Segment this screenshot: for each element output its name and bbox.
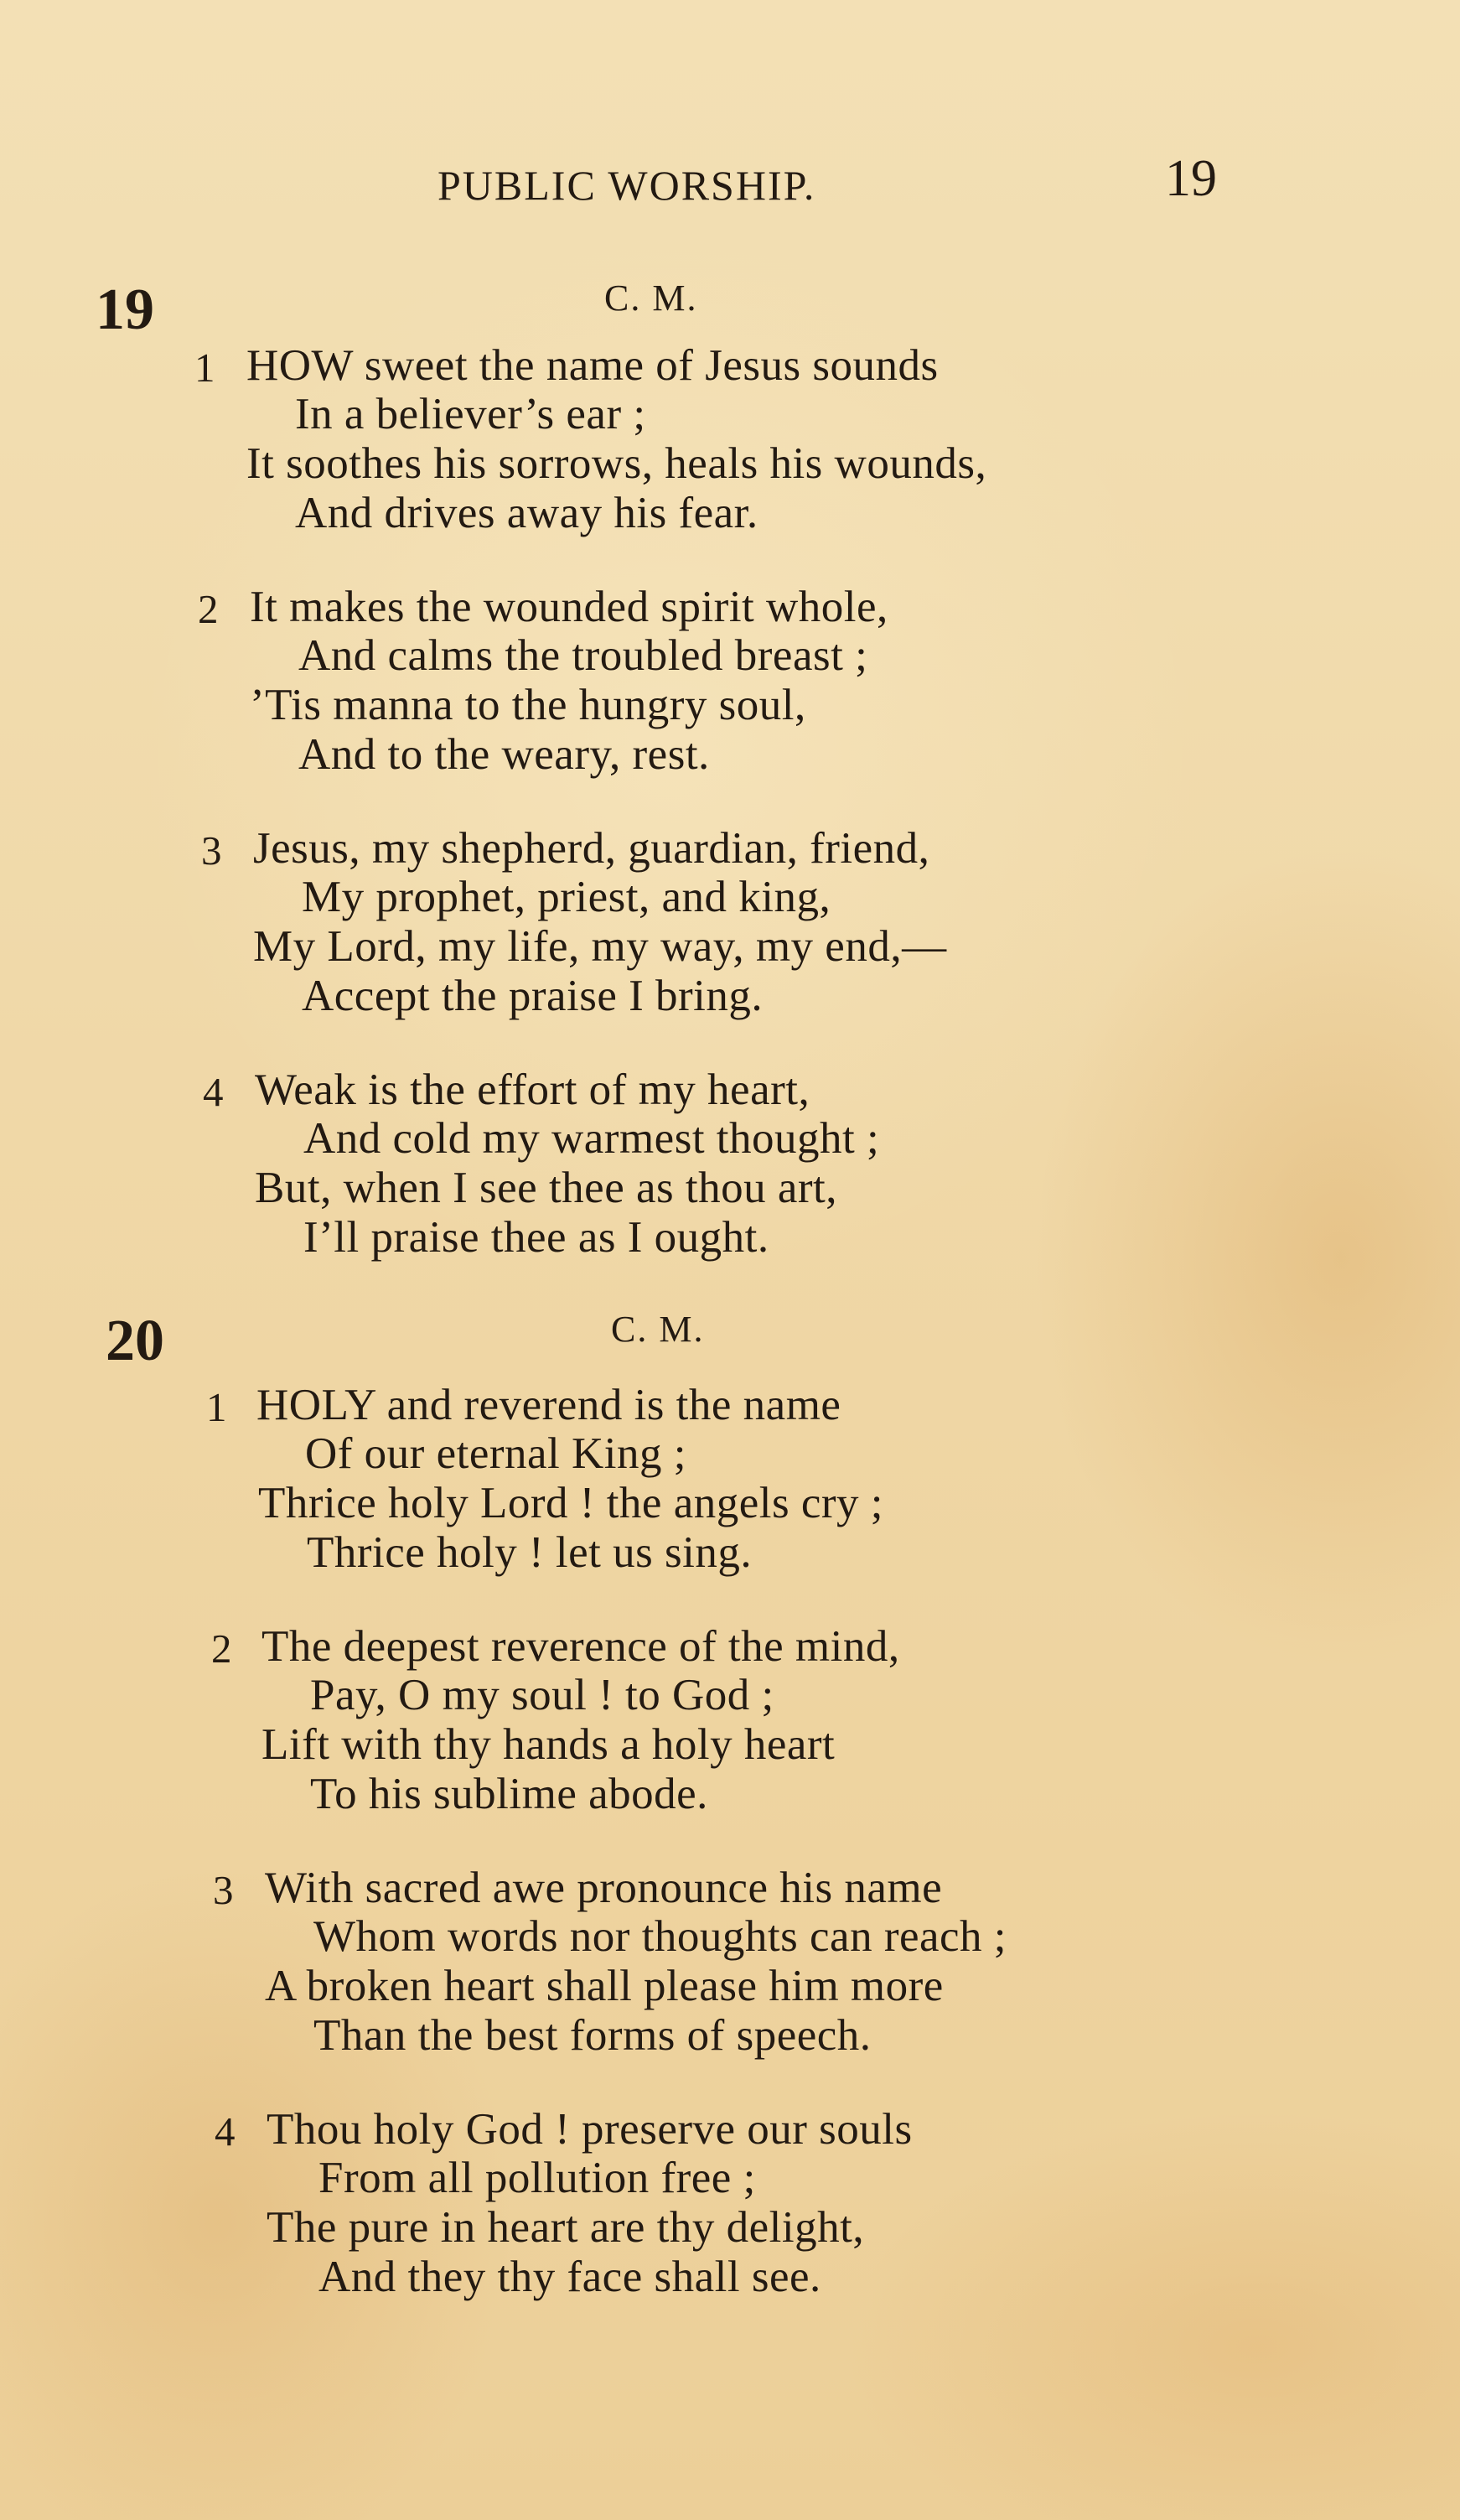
verse-number: 2: [211, 1626, 232, 1672]
verse-line: The pure in heart are thy delight,: [267, 2203, 865, 2252]
verse-number: 2: [198, 586, 219, 632]
verse-line: Than the best forms of speech.: [313, 2011, 872, 2060]
verse-line: And to the weary, rest.: [298, 730, 710, 779]
verse-line: Whom words nor thoughts can reach ;: [313, 1912, 1007, 1961]
page-number: 19: [1165, 150, 1217, 207]
verse-line: To his sublime abode.: [310, 1770, 708, 1818]
verse-line: I’ll praise thee as I ought.: [303, 1213, 769, 1262]
verse-number: 3: [213, 1867, 234, 1913]
verse-number: 4: [203, 1069, 224, 1115]
verse-line: In a believer’s ear ;: [295, 390, 646, 438]
verse-number: 1: [206, 1384, 227, 1430]
verse-line: HOW sweet the name of Jesus sounds: [246, 341, 939, 390]
verse-line: It soothes his sorrows, heals his wounds,: [246, 439, 987, 488]
page-header: [0, 150, 1460, 216]
verse-line: Jesus, my shepherd, guardian, friend,: [253, 824, 930, 873]
verse-line: From all pollution free ;: [318, 2154, 756, 2202]
verse-line: HOLY and reverend is the name: [256, 1381, 841, 1429]
verse-line: The deepest reverence of the mind,: [261, 1622, 900, 1671]
verse-number: 4: [215, 2108, 236, 2154]
verse-line: My Lord, my life, my way, my end,—: [253, 922, 947, 971]
verse-line: Thou holy God ! preserve our souls: [267, 2105, 913, 2154]
verse-number: 1: [194, 345, 215, 391]
verse-line: Lift with thy hands a holy heart: [261, 1720, 836, 1769]
verse-line: Thrice holy Lord ! the angels cry ;: [258, 1479, 883, 1527]
verse-number: 3: [201, 827, 222, 874]
verse-line: And they thy face shall see.: [318, 2253, 821, 2301]
verse-line: Pay, O my soul ! to God ;: [310, 1671, 774, 1719]
verse-line: A broken heart shall please him more: [265, 1962, 944, 2010]
verse-line: And drives away his fear.: [295, 489, 758, 537]
verse-line: With sacred awe pronounce his name: [265, 1864, 943, 1912]
verse-line: Weak is the effort of my heart,: [255, 1066, 810, 1114]
verse-line: But, when I see thee as thou art,: [255, 1164, 837, 1212]
verse-line: It makes the wounded spirit whole,: [250, 583, 888, 631]
running-title: PUBLIC WORSHIP.: [437, 162, 816, 209]
verse-line: ’Tis manna to the hungry soul,: [250, 681, 806, 729]
verse-line: Of our eternal King ;: [305, 1429, 686, 1478]
hymn-number: 20: [106, 1309, 164, 1373]
hymn-meter: C. M.: [611, 1309, 705, 1350]
verse-line: And cold my warmest thought ;: [303, 1114, 880, 1163]
verse-line: Thrice holy ! let us sing.: [307, 1528, 753, 1577]
hymn-meter: C. M.: [604, 277, 698, 319]
hymn-number: 19: [96, 277, 154, 342]
verse-line: And calms the troubled breast ;: [298, 631, 868, 680]
verse-line: My prophet, priest, and king,: [302, 873, 831, 921]
verse-line: Accept the praise I bring.: [302, 972, 764, 1020]
